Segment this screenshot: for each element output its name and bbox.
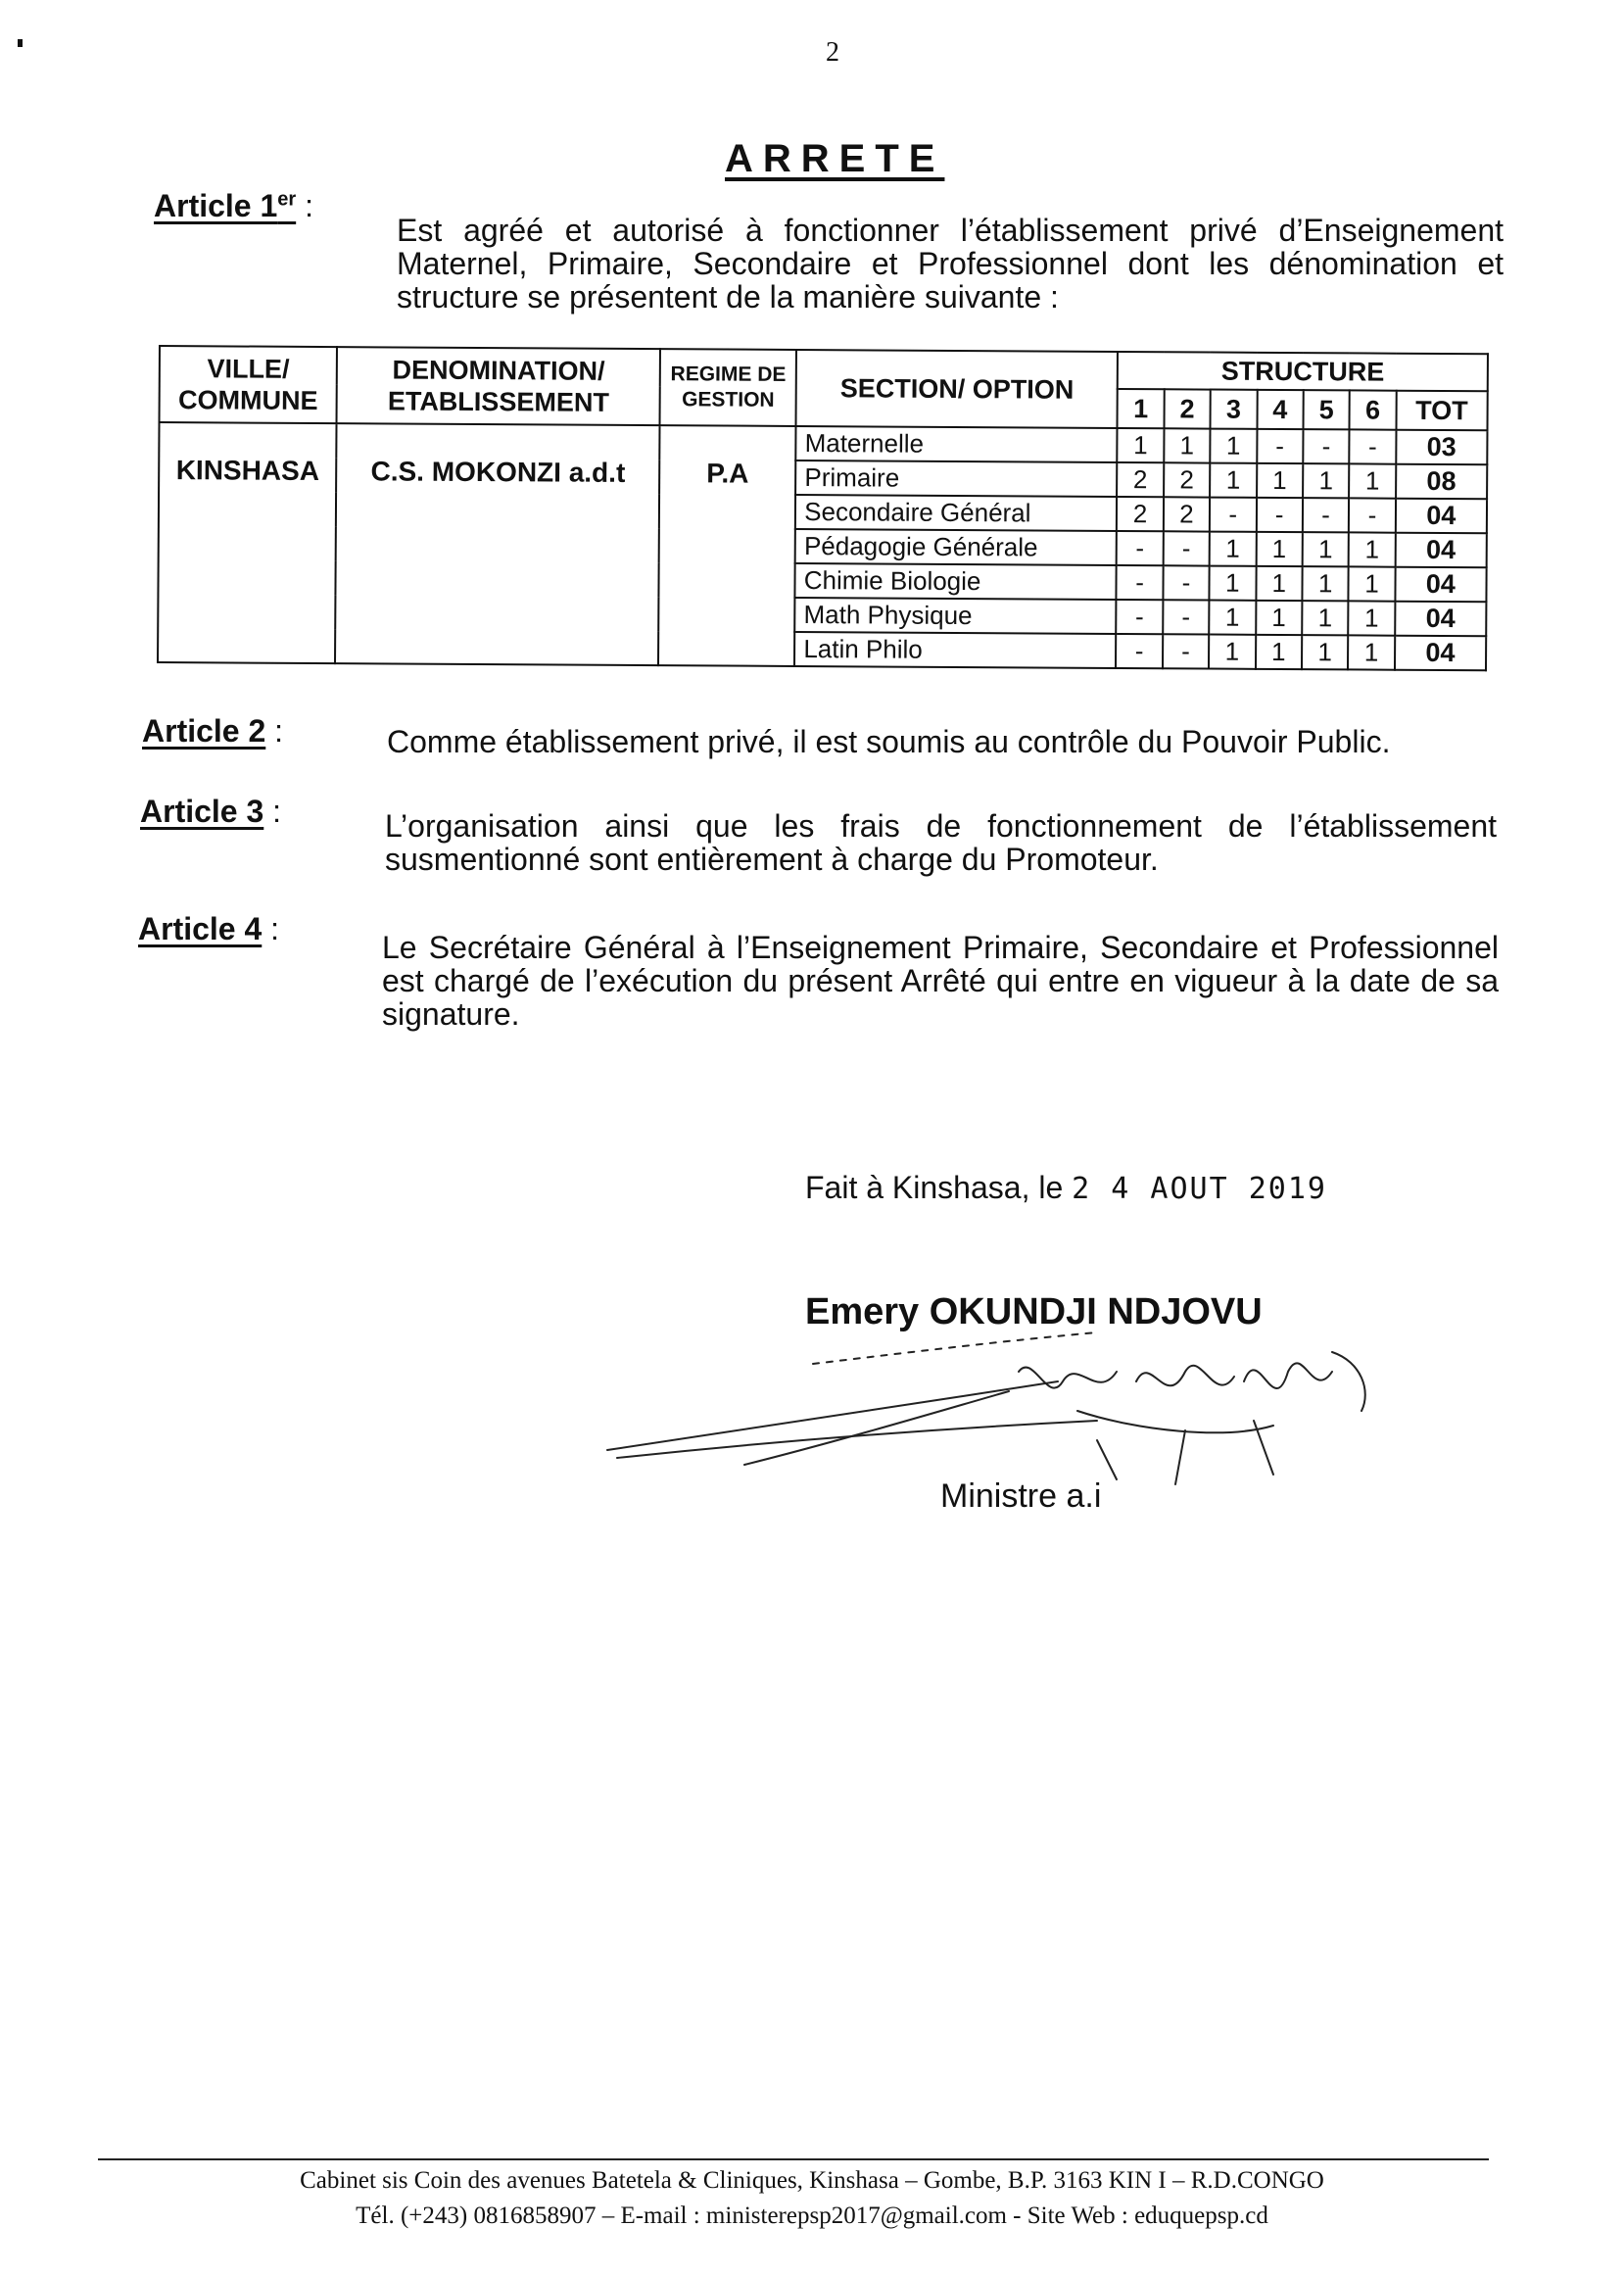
cell-value: 1: [1349, 601, 1396, 635]
page-number: 2: [826, 37, 839, 68]
cell-option: Chimie Biologie: [795, 563, 1117, 600]
cell-total: 04: [1396, 499, 1488, 534]
article-2-label: Article 2 :: [142, 713, 284, 749]
cell-value: 1: [1256, 601, 1303, 635]
cell-value: 1: [1164, 428, 1211, 462]
cell-option: Primaire: [795, 460, 1117, 497]
article-1-text: Est agréé et autorisé à fonctionner l’établissement privé d’Enseignement Maternel, Primaire, Secondaire et Professionnel dont les dénomination et structure se présentent de la manière suivante :: [397, 213, 1504, 315]
handwritten-signature: [588, 1313, 1391, 1499]
header-level-3: 3: [1211, 390, 1258, 429]
cell-option: Latin Philo: [794, 632, 1116, 668]
cell-value: -: [1117, 531, 1164, 565]
cell-value: -: [1349, 498, 1396, 532]
cell-value: 1: [1302, 601, 1349, 635]
cell-value: -: [1350, 429, 1397, 463]
cell-value: 1: [1349, 532, 1396, 566]
cell-denomination: C.S. MOKONZI a.d.t: [335, 423, 659, 665]
footer-address: Cabinet sis Coin des avenues Batetela & Cliniques, Kinshasa – Gombe, B.P. 3163 KIN I – R.D.CONGO: [300, 2167, 1324, 2194]
table-header-row: [160, 346, 1488, 391]
cell-option: Math Physique: [794, 598, 1116, 634]
header-level-2: 2: [1164, 389, 1211, 428]
cell-total: 04: [1395, 602, 1487, 637]
cell-value: -: [1256, 498, 1303, 532]
header-ville: VILLE/ COMMUNE: [160, 346, 338, 423]
cell-value: -: [1163, 600, 1210, 634]
cell-value: -: [1303, 429, 1350, 463]
cell-value: 1: [1303, 463, 1350, 498]
cell-value: 2: [1117, 497, 1164, 531]
header-total: TOT: [1396, 391, 1488, 431]
cell-ville: KINSHASA: [158, 422, 337, 663]
cell-value: 1: [1210, 532, 1257, 566]
header-regime: REGIME DE GESTION: [660, 349, 797, 426]
cell-value: 1: [1257, 463, 1304, 498]
cell-option: Pédagogie Générale: [795, 529, 1117, 565]
cell-value: 1: [1302, 635, 1349, 669]
cell-total: 04: [1395, 567, 1487, 603]
cell-value: 1: [1349, 463, 1396, 498]
cell-value: 1: [1210, 566, 1257, 601]
cell-total: 08: [1396, 464, 1488, 500]
cell-total: 03: [1396, 430, 1488, 465]
header-level-6: 6: [1350, 390, 1397, 429]
article-4-label: Article 4 :: [138, 911, 280, 946]
cell-value: -: [1163, 634, 1210, 668]
signer-role: Ministre a.i: [940, 1477, 1102, 1515]
cell-value: 1: [1256, 566, 1303, 601]
header-section: SECTION/ OPTION: [796, 350, 1119, 428]
cell-value: 1: [1256, 635, 1303, 669]
cell-value: 1: [1209, 601, 1256, 635]
cell-value: 1: [1348, 635, 1395, 669]
cell-value: 1: [1210, 463, 1257, 498]
cell-total: 04: [1395, 533, 1487, 568]
header-level-5: 5: [1303, 390, 1350, 429]
cell-value: -: [1210, 498, 1257, 532]
article-3-text: L’organisation ainsi que les frais de fonctionnement de l’établissement susmentionné sont entièrement à charge du Promoteur.: [385, 808, 1497, 877]
cell-value: 1: [1118, 428, 1165, 462]
article-2-text: Comme établissement privé, il est soumis au contrôle du Pouvoir Public.: [387, 724, 1391, 759]
cell-value: 2: [1117, 462, 1164, 497]
cell-value: 1: [1210, 429, 1257, 463]
cell-value: -: [1163, 531, 1210, 565]
cell-value: -: [1117, 600, 1164, 634]
footer-divider: [98, 2158, 1489, 2160]
footer-contact: Tél. (+243) 0816858907 – E-mail : ministerepsp2017@gmail.com - Site Web : eduquepsp.cd: [356, 2202, 1268, 2229]
signer-name: Emery OKUNDJI NDJOVU: [805, 1291, 1263, 1332]
cell-option: Secondaire Général: [795, 495, 1117, 531]
page-title: ARRETE: [725, 137, 945, 180]
structure-table: [157, 345, 1489, 671]
cell-option: Maternelle: [796, 426, 1118, 462]
cell-value: 1: [1303, 532, 1350, 566]
table-row: [159, 422, 1487, 464]
cell-value: 1: [1209, 635, 1256, 669]
article-4-text: Le Secrétaire Général à l’Enseignement Primaire, Secondaire et Professionnel est chargé de l’exécution du présent Arrêté qui entre en vigueur à la date de sa signature.: [382, 930, 1499, 1032]
cell-value: -: [1116, 634, 1163, 668]
place-and-date: [805, 1170, 1327, 1206]
cell-value: 1: [1302, 566, 1349, 601]
date-stamp: 2 4 AOUT 2019: [1072, 1172, 1327, 1206]
place-text: Fait à Kinshasa, le: [805, 1170, 1064, 1205]
cell-value: 2: [1164, 497, 1211, 531]
cell-value: 2: [1164, 462, 1211, 497]
header-level-4: 4: [1257, 390, 1304, 429]
cell-value: -: [1163, 565, 1210, 600]
article-1-label: Article 1er :: [154, 188, 313, 223]
cell-value: -: [1117, 565, 1164, 600]
cell-total: 04: [1395, 636, 1487, 671]
cell-regime: P.A: [658, 425, 796, 666]
article-3-label: Article 3 :: [140, 794, 282, 829]
cell-value: -: [1303, 498, 1350, 532]
header-denomination: DENOMINATION/ ETABLISSEMENT: [337, 347, 660, 425]
cell-value: -: [1257, 429, 1304, 463]
header-structure: STRUCTURE: [1118, 352, 1488, 391]
header-level-1: 1: [1118, 389, 1165, 428]
cell-value: 1: [1349, 566, 1396, 601]
cell-value: 1: [1256, 532, 1303, 566]
